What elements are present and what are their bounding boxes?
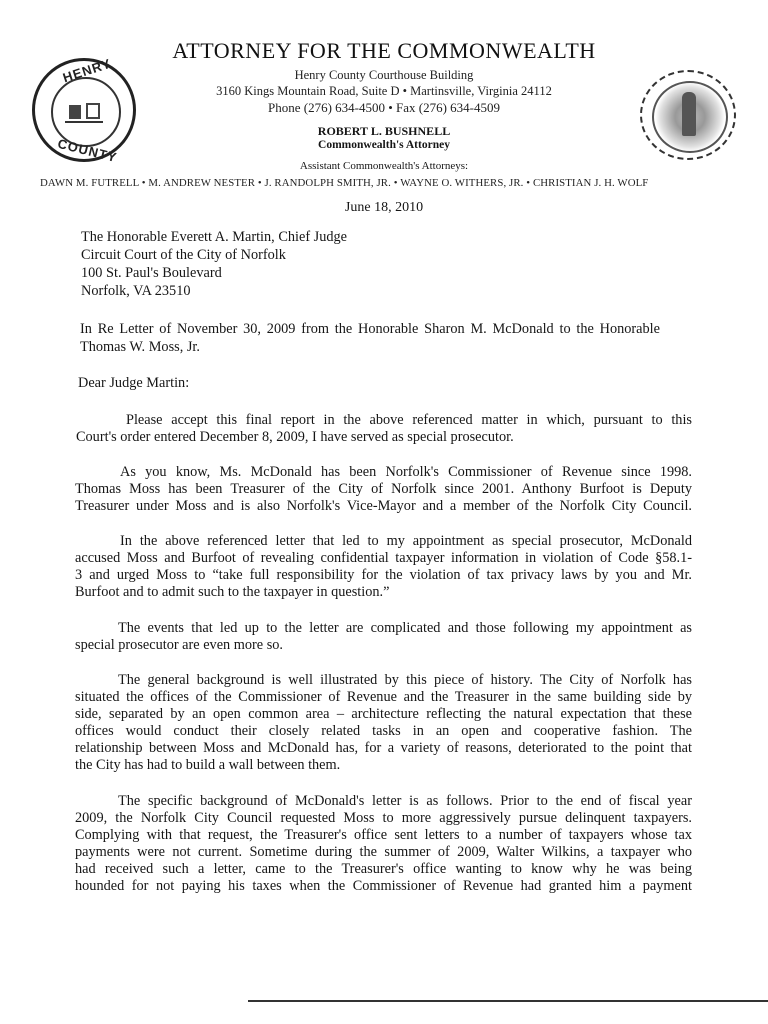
- recipient-line: Norfolk, VA 23510: [81, 283, 191, 299]
- recipient-line: The Honorable Everett A. Martin, Chief Judge: [81, 229, 348, 245]
- salutation: Dear Judge Martin:: [78, 375, 190, 391]
- seal-text-top: HENRY: [60, 55, 114, 86]
- paragraph-line: Please accept this final report in the above referenced matter in which, pursuant to this: [126, 412, 692, 428]
- paragraph-line: payments were not current. Sometime during the summer of 2009, Walter Wilkins, a taxpayer who: [75, 844, 692, 860]
- paragraph-line: Treasurer under Moss and is also Norfolk's Vice-Mayor and a member of the Norfolk City Council.: [75, 498, 692, 514]
- paragraph-line: relationship between Moss and McDonald has, for a variety of reasons, deteriorated to the point that: [75, 740, 692, 756]
- paragraph-line: situated the offices of the Commissioner of Revenue and the Treasurer in the same building side by: [75, 689, 692, 705]
- paragraph-line: In the above referenced letter that led to my appointment as special prosecutor, McDonald: [120, 533, 692, 549]
- recipient-line: 100 St. Paul's Boulevard: [81, 265, 222, 281]
- scan-edge-rule: [248, 1000, 768, 1002]
- re-line: In Re Letter of November 30, 2009 from the Honorable Sharon M. McDonald to the Honorable: [80, 321, 660, 337]
- attorney-name: ROBERT L. BUSHNELL: [317, 124, 451, 138]
- letterhead-address: 3160 Kings Mountain Road, Suite D • Martinsville, Virginia 24112: [216, 84, 552, 98]
- assistants-list: DAWN M. FUTRELL • M. ANDREW NESTER • J. RANDOLPH SMITH, JR. • WAYNE O. WITHERS, JR. • CHRISTIAN J. H. WOLF: [40, 177, 649, 189]
- attorney-title: Commonwealth's Attorney: [318, 139, 450, 151]
- letterhead-title: ATTORNEY FOR THE COMMONWEALTH: [172, 38, 596, 63]
- letterhead-building: Henry County Courthouse Building: [294, 68, 474, 82]
- paragraph-line: had received such a letter, came to the Treasurer's office wanting to know why he was being: [75, 861, 692, 877]
- paragraph-line: 3 and urged Moss to “take full responsibility for the violation of tax privacy laws by you and Mr.: [75, 567, 692, 583]
- paragraph-line: Burfoot and to admit such to the taxpayer in question.”: [75, 584, 390, 600]
- re-line: Thomas W. Moss, Jr.: [80, 339, 200, 355]
- recipient-line: Circuit Court of the City of Norfolk: [81, 247, 286, 263]
- letter-date: June 18, 2010: [344, 200, 424, 215]
- paragraph-line: offices would conduct their closely related tasks in an open and cooperative fashion. The: [75, 723, 692, 739]
- paragraph-line: As you know, Ms. McDonald has been Norfolk's Commissioner of Revenue since 1998.: [120, 464, 692, 480]
- assistants-heading: Assistant Commonwealth's Attorneys:: [299, 160, 469, 172]
- paragraph-line: hounded for not paying his taxes when the Commissioner of Revenue had granted him a payment: [75, 878, 692, 894]
- paragraph-line: accused Moss and Burfoot of revealing confidential taxpayer information in violation of Code §58.1-: [75, 550, 692, 566]
- paragraph-line: special prosecutor are even more so.: [75, 637, 284, 653]
- paragraph-line: Court's order entered December 8, 2009, I have served as special prosecutor.: [76, 429, 514, 445]
- paragraph-line: Thomas Moss has been Treasurer of the City of Norfolk since 2001. Anthony Burfoot is Deputy: [75, 481, 692, 497]
- paragraph-line: Complying with that request, the Treasurer's office sent letters to a number of taxpayers whose tax: [75, 827, 692, 843]
- paragraph-line: side, separated by an open common area – architecture reflecting the natural expectation that these: [75, 706, 692, 722]
- seal-text-bottom: COUNTY: [56, 135, 119, 166]
- paragraph-line: The events that led up to the letter are complicated and those following my appointment as: [118, 620, 692, 636]
- paragraph-line: the City has had to build a wall between them.: [75, 757, 341, 773]
- letterhead-phone: Phone (276) 634-4500 • Fax (276) 634-4509: [267, 100, 501, 115]
- paragraph-line: The general background is well illustrated by this piece of history. The City of Norfolk has: [118, 672, 692, 688]
- paragraph-line: The specific background of McDonald's letter is as follows. Prior to the end of fiscal year: [118, 793, 692, 809]
- paragraph-line: 2009, the Norfolk City Council requested Moss to more aggressively pursue delinquent taxpayers.: [75, 810, 692, 826]
